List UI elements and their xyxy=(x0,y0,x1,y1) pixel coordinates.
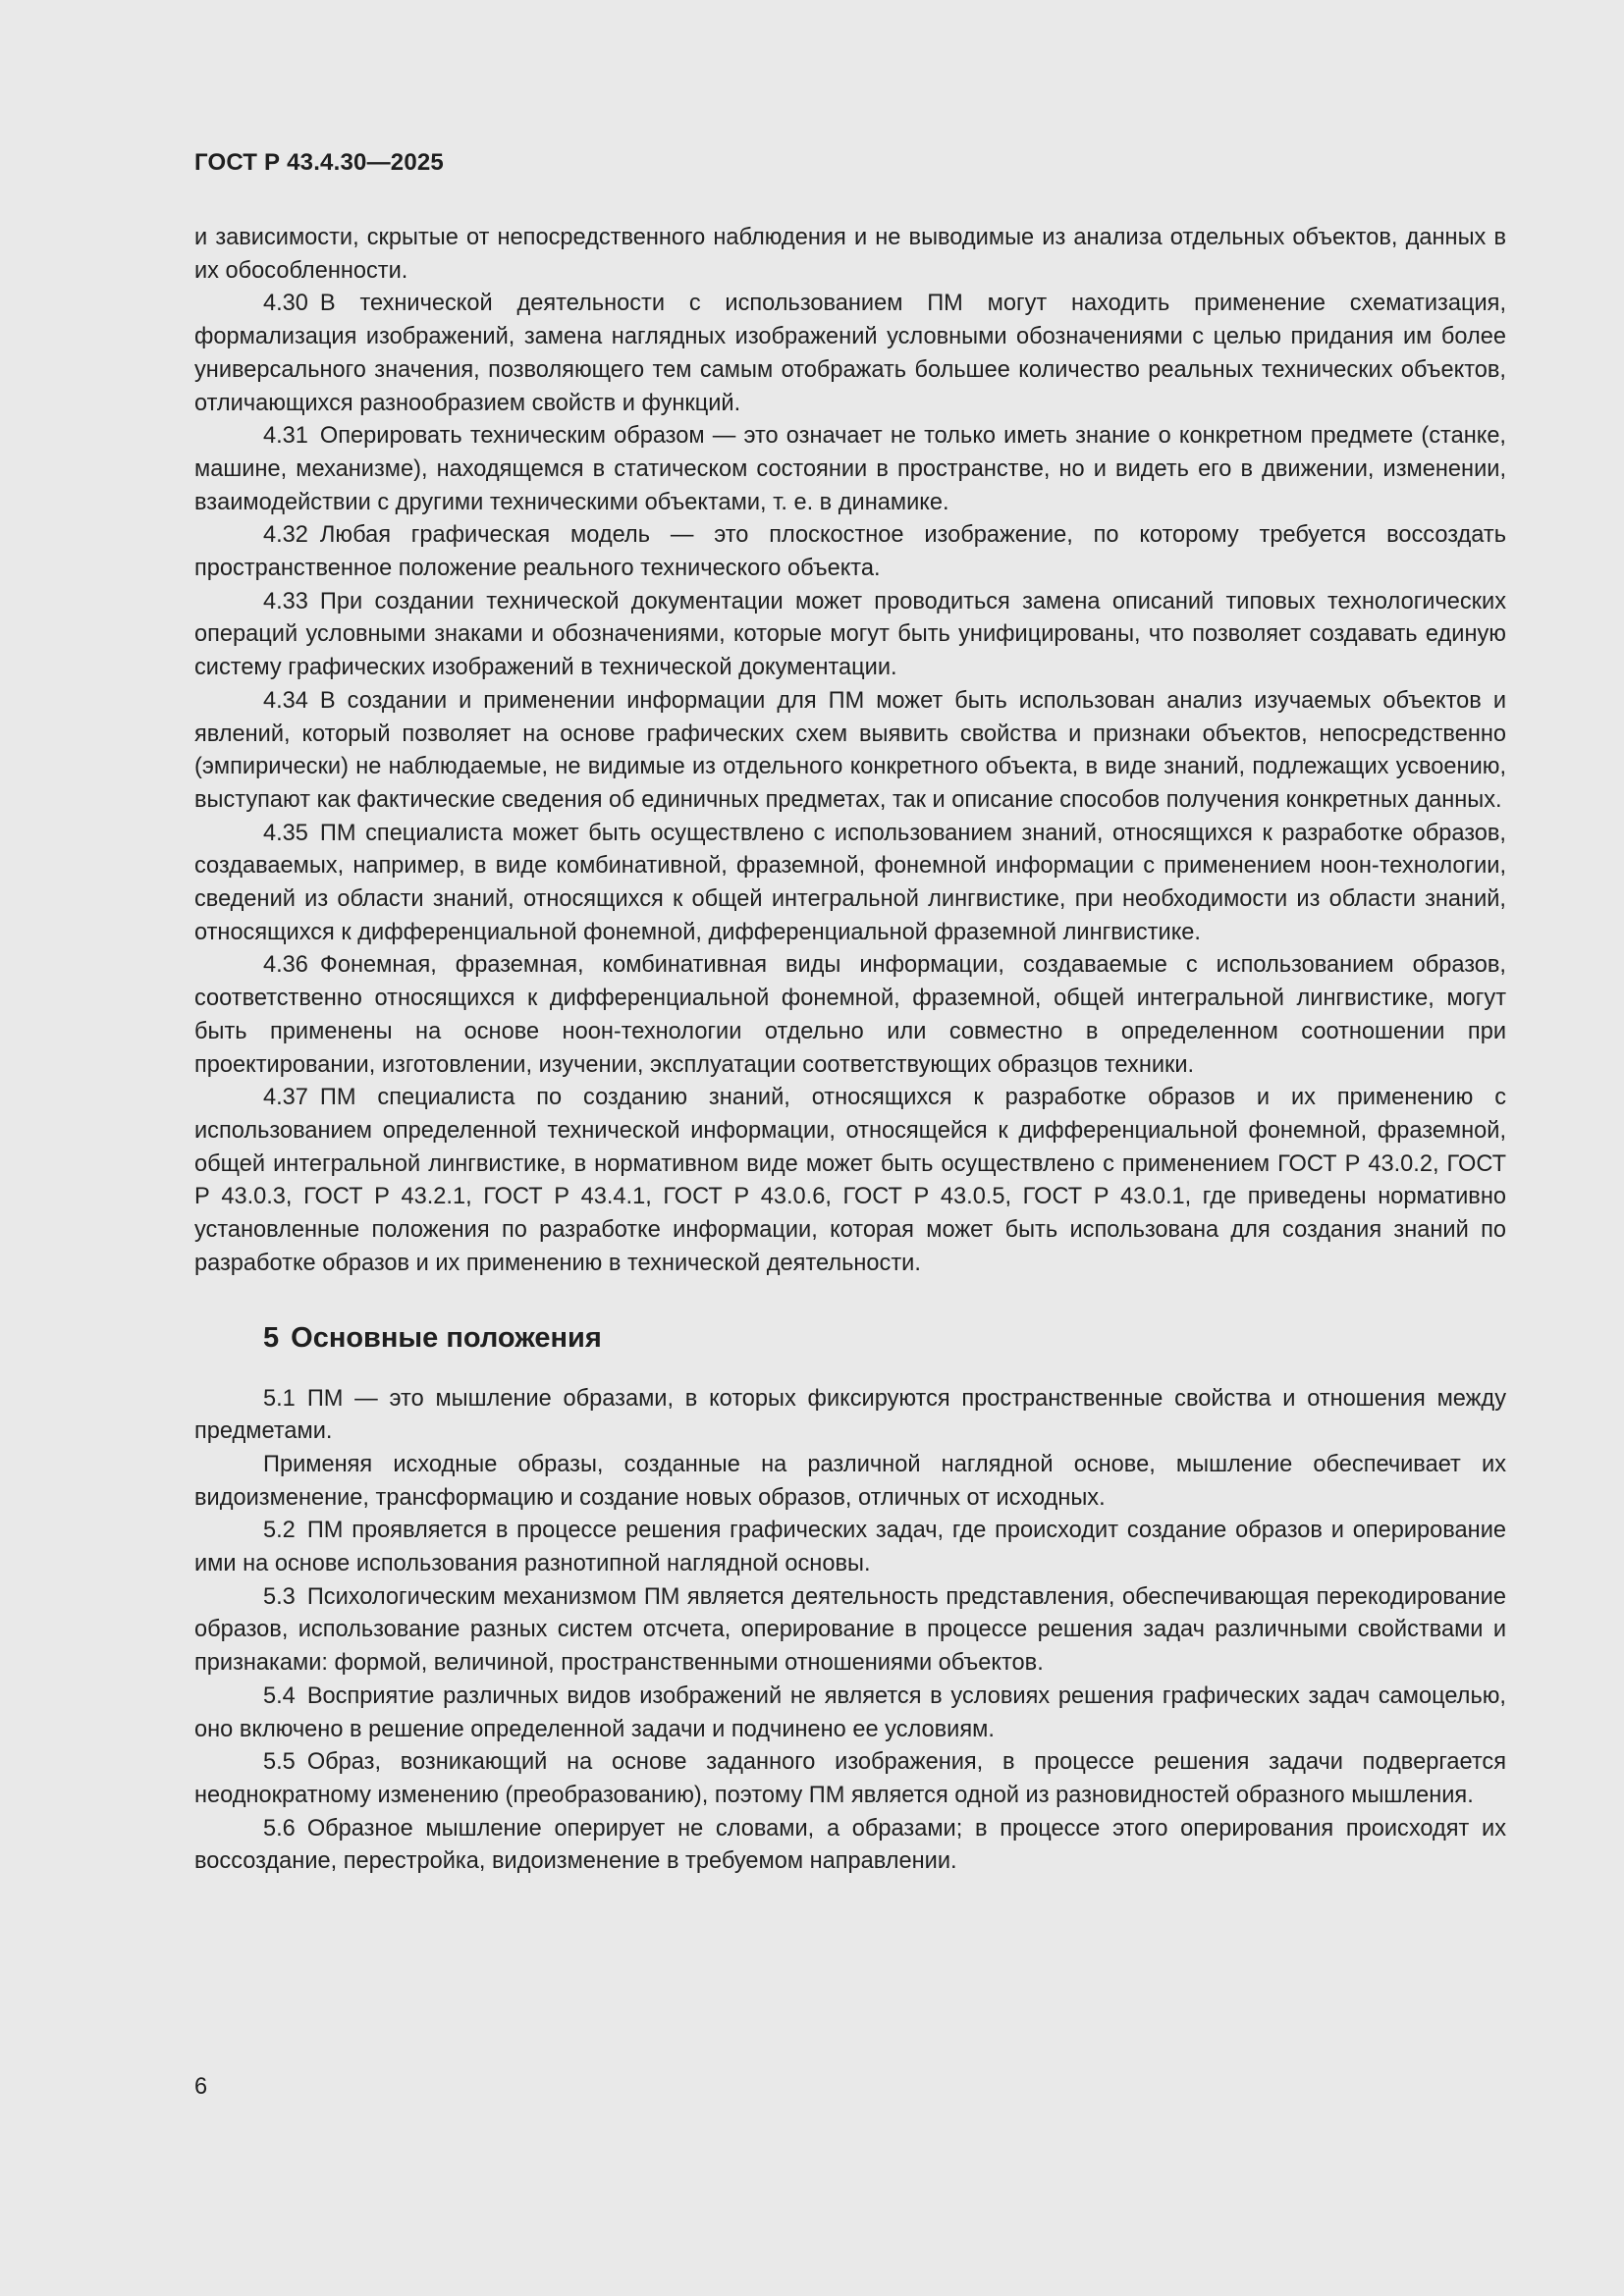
paragraph-5-2 xyxy=(194,1515,1506,1580)
paragraph-text: ПМ — это мышление образами, в которых фиксируются пространственные свойства и отношения между предметами. xyxy=(194,1385,1506,1445)
paragraph-text: В создании и применении информации для ПМ может быть использован анализ изучаемых объектов и явлений, который позволяет на основе графических схем выявить свойства и признаки объектов, непосредственно (эмпирически) не наблюдаемые, не видимые из отдельного конкретного объекта, в виде знаний, подлежащих усвоению, выступают как фактические сведения об единичных предметах, так и описание способов получения конкретных данных. xyxy=(194,687,1506,813)
paragraph-text: и зависимости, скрытые от непосредственного наблюдения и не выводимые из анализа отдельных объектов, данных в их обособленности. xyxy=(194,225,1506,284)
section-title-text: Основные положения xyxy=(291,1321,602,1354)
paragraph-number: 5.6 xyxy=(263,1815,296,1842)
paragraph-5-5 xyxy=(194,1746,1506,1812)
document-header: ГОСТ Р 43.4.30—2025 xyxy=(194,149,444,176)
paragraph-text: В технической деятельности с использованием ПМ могут находить применение схематизация, формализация изображений, замена наглядных изображений условными обозначениями с целью придания им более универсального значения, позволяющего тем самым отображать большее количество реальных технических объектов, отличающихся разнообразием свойств и функций. xyxy=(194,291,1506,416)
paragraph-text: ПМ проявляется в процессе решения графических задач, где происходит создание образов и оперирование ими на основе использования разнотипной наглядной основы. xyxy=(194,1518,1506,1577)
paragraph-number: 4.30 xyxy=(263,291,308,317)
paragraph-text: ПМ специалиста по созданию знаний, относящихся к разработке образов и их применению с использованием определенной технической информации, относящейся к дифференциальной фонемной, фраземной, общей интегральной лингвистике, в нормативном виде может быть осуществлено с применением ГОСТ Р 43.0.2, ГОСТ Р 43.0.3, ГОСТ Р 43.2.1, ГОСТ Р 43.4.1, ГОСТ Р 43.0.6, ГОСТ Р 43.0.5, ГОСТ Р 43.0.1, где приведены нормативно установленные положения по разработке информации, которая может быть использована для создания знаний по разработке образов и их применению в технической деятельности. xyxy=(194,1085,1506,1276)
paragraph-5-6 xyxy=(194,1813,1506,1879)
paragraph-5-1-continued xyxy=(194,1449,1506,1515)
paragraph-number: 5.3 xyxy=(263,1583,296,1610)
paragraph-continuation xyxy=(194,222,1506,288)
paragraph-text: Восприятие различных видов изображений не является в условиях решения графических задач самоцелью, оно включено в решение определенной задачи и подчинено ее условиям. xyxy=(194,1682,1506,1742)
paragraph-text: При создании технической документации может проводиться замена описаний типовых технологических операций условными знаками и обозначениями, которые могут быть унифицированы, что позволяет создавать единую систему графических изображений в технической документации. xyxy=(194,588,1506,681)
paragraph-5-3 xyxy=(194,1581,1506,1681)
paragraph-number: 5.5 xyxy=(263,1749,296,1776)
paragraph-text: Любая графическая модель — это плоскостное изображение, по которому требуется воссоздать пространственное положение реального технического объекта. xyxy=(194,522,1506,582)
section-heading xyxy=(263,1320,1506,1356)
page-number: 6 xyxy=(194,2074,208,2100)
section-number: 5 xyxy=(263,1321,280,1354)
paragraph-text: ПМ специалиста может быть осуществлено с использованием знаний, относящихся к разработке образов, создаваемых, например, в виде комбинативной, фраземной, фонемной информации с применением ноон-технологии, сведений из области знаний, относящихся к общей интегральной лингвистике, при необходимости из области знаний, относящихся к дифференциальной фонемной, дифференциальной фраземной лингвистике. xyxy=(194,820,1506,945)
paragraph-4-32 xyxy=(194,519,1506,585)
paragraph-number: 4.32 xyxy=(263,522,308,549)
paragraph-number: 4.31 xyxy=(263,423,308,450)
paragraph-text: Фонемная, фраземная, комбинативная виды информации, создаваемые с использованием образов, соответственно относящихся к дифференциальной фонемной, фраземной, общей интегральной лингвистике, могут быть применены на основе ноон-технологии отдельно или совместно в определенном соотношении при проектировании, изготовлении, изучении, эксплуатации соответствующих образцов техники. xyxy=(194,952,1506,1078)
paragraph-number: 4.37 xyxy=(263,1085,308,1111)
paragraph-text: Применяя исходные образы, созданные на различной наглядной основе, мышление обеспечивает их видоизменение, трансформацию и создание новых образов, отличных от исходных. xyxy=(194,1451,1506,1511)
paragraph-4-36 xyxy=(194,949,1506,1082)
paragraph-4-37 xyxy=(194,1082,1506,1280)
paragraph-4-34 xyxy=(194,685,1506,818)
paragraph-text: Образное мышление оперирует не словами, а образами; в процессе этого оперирования происходят их воссоздание, перестройка, видоизменение в требуемом направлении. xyxy=(194,1815,1506,1875)
paragraph-5-1 xyxy=(194,1383,1506,1449)
paragraph-4-30 xyxy=(194,288,1506,420)
paragraph-text: Психологическим механизмом ПМ является деятельность представления, обеспечивающая перекодирование образов, использование разных систем отсчета, оперирование в процессе решения задач различными свойствами и признаками: формой, величиной, пространственными отношениями объектов. xyxy=(194,1583,1506,1677)
paragraph-4-31 xyxy=(194,420,1506,519)
document-body xyxy=(194,222,1506,1879)
paragraph-number: 4.33 xyxy=(263,588,308,614)
paragraph-text: Оперировать техническим образом — это означает не только иметь знание о конкретном предмете (станке, машине, механизме), находящемся в статическом состоянии в пространстве, но и видеть его в движении, изменении, взаимодействии с другими техническими объектами, т. е. в динамике. xyxy=(194,423,1506,515)
paragraph-number: 4.36 xyxy=(263,952,308,979)
paragraph-text: Образ, возникающий на основе заданного изображения, в процессе решения задачи подвергается неоднократному изменению (преобразованию), поэтому ПМ является одной из разновидностей образного мышления. xyxy=(194,1749,1506,1808)
paragraph-5-4 xyxy=(194,1681,1506,1746)
paragraph-number: 5.1 xyxy=(263,1385,296,1412)
paragraph-4-33 xyxy=(194,586,1506,685)
paragraph-number: 5.2 xyxy=(263,1518,296,1544)
paragraph-number: 4.35 xyxy=(263,820,308,846)
paragraph-number: 4.34 xyxy=(263,687,308,714)
paragraph-4-35 xyxy=(194,818,1506,950)
paragraph-number: 5.4 xyxy=(263,1682,296,1709)
